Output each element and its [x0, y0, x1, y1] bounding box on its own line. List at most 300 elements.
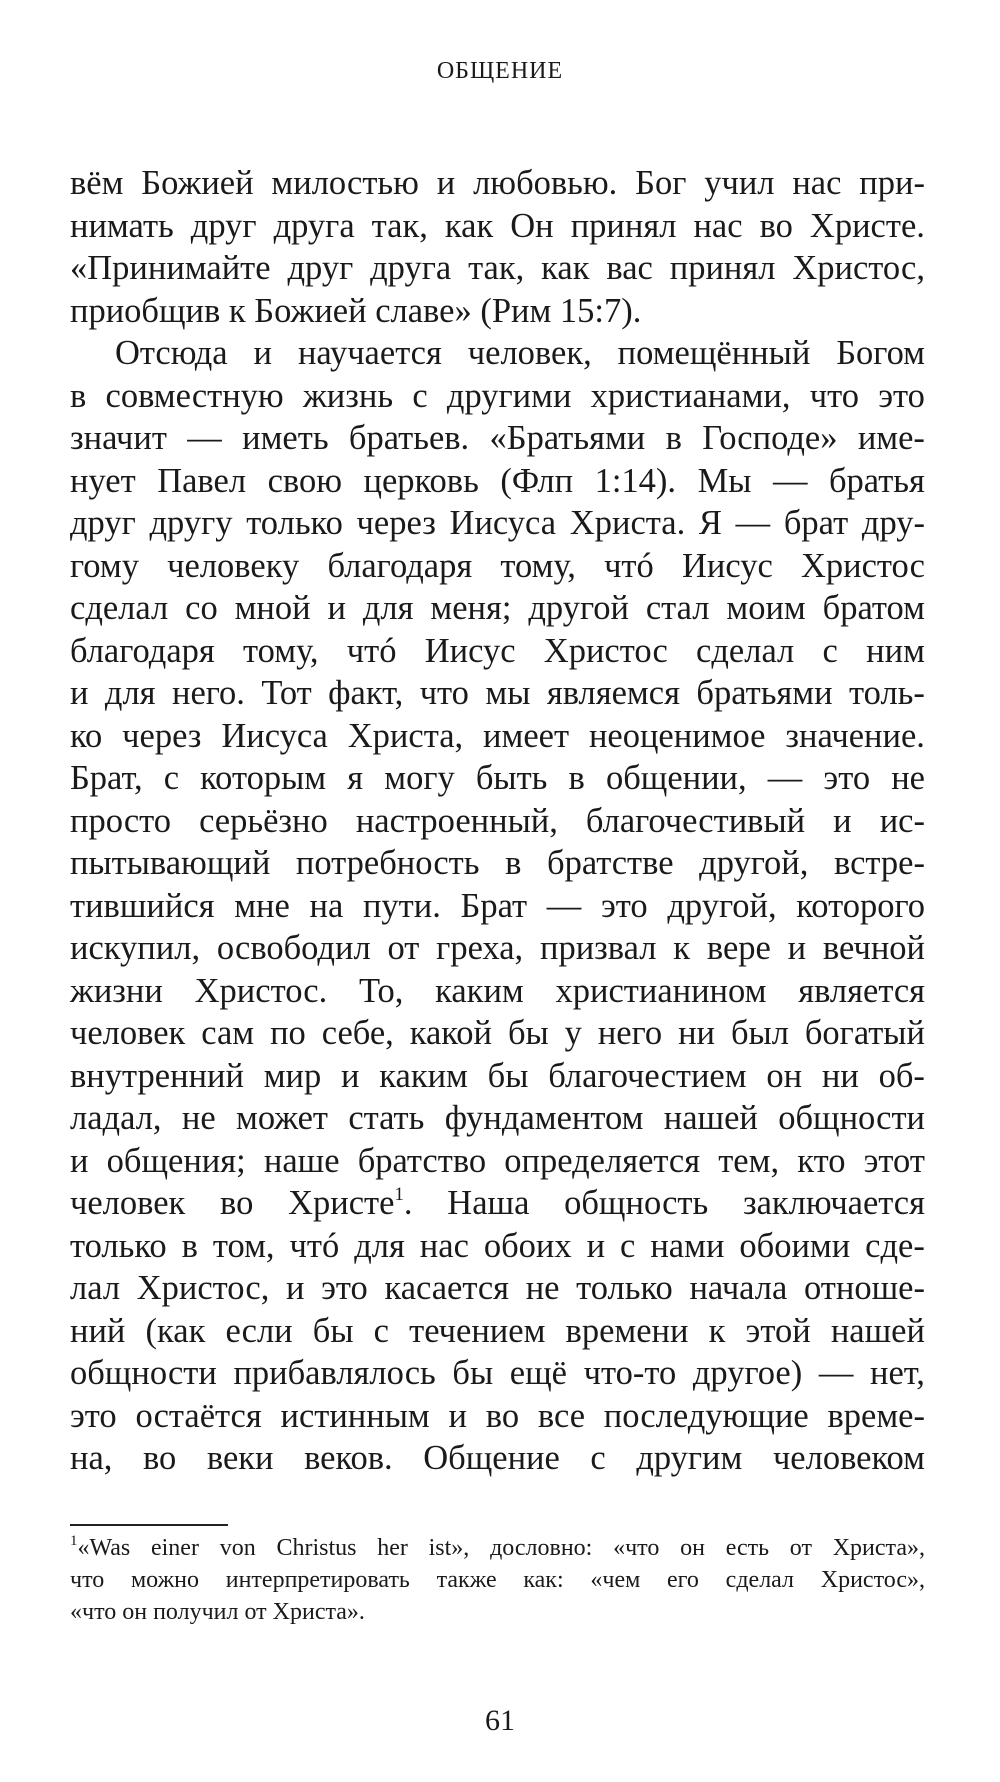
word: (Флп — [500, 461, 574, 500]
word: меня; — [430, 589, 512, 627]
word: являемся — [546, 674, 680, 712]
text-line — [70, 1310, 925, 1353]
word: обоими — [739, 1226, 851, 1265]
word: во — [759, 206, 793, 245]
word: Иисус — [424, 631, 516, 670]
word: с — [822, 631, 838, 670]
word: также — [436, 1567, 497, 1593]
word: человек — [70, 1014, 186, 1052]
word: «Принимайте — [70, 249, 271, 287]
word: и — [787, 929, 807, 967]
word: дословно: — [490, 1535, 593, 1561]
word: Общение — [423, 1439, 560, 1477]
word: с — [163, 759, 180, 797]
word: мне — [234, 886, 290, 925]
word: време- — [827, 1396, 925, 1435]
word: 1:14). — [594, 461, 677, 500]
word: любовью. — [473, 164, 618, 202]
word: веков. — [304, 1439, 393, 1477]
word: является — [798, 971, 925, 1010]
word: друг — [287, 249, 354, 287]
word: и — [341, 1056, 360, 1095]
word: ни — [678, 1014, 716, 1052]
word: человеку — [167, 546, 300, 585]
word: это — [70, 1396, 117, 1435]
word: благочестием — [548, 1056, 747, 1095]
word: братья — [829, 461, 925, 500]
word: Христа, — [347, 716, 464, 755]
word: общность — [564, 1184, 709, 1222]
word: нас — [419, 1226, 469, 1265]
word: что — [419, 674, 469, 712]
text-line — [70, 1012, 925, 1055]
text-line — [70, 247, 925, 290]
word: лал — [70, 1269, 121, 1307]
word: это — [823, 759, 871, 797]
text-line — [70, 715, 925, 758]
word: ис- — [879, 801, 925, 840]
word: я — [347, 759, 364, 797]
text-line — [70, 502, 925, 545]
footnote-line: «что он получил от Христа». — [70, 1599, 365, 1625]
word: и — [436, 164, 456, 202]
word: себе, — [321, 1014, 394, 1052]
word: не — [181, 1099, 216, 1137]
word: просто — [70, 801, 172, 840]
word: был — [730, 1014, 789, 1052]
word: церковь — [363, 461, 479, 500]
word: все — [537, 1396, 586, 1435]
word: встре- — [833, 844, 925, 882]
word: братство — [357, 1141, 487, 1180]
word: которым — [200, 759, 327, 797]
text-line — [70, 205, 925, 248]
word: чтó — [289, 1226, 340, 1265]
word: потребность — [295, 844, 480, 882]
word: имеет — [483, 716, 570, 755]
word: серьёзно — [199, 801, 328, 840]
word: Богом — [836, 334, 925, 372]
word: призвал — [539, 929, 657, 967]
word: к — [673, 929, 691, 967]
word: бы — [507, 1014, 549, 1052]
word: христианином — [555, 971, 767, 1010]
word: заключается — [742, 1184, 925, 1222]
word: веки — [206, 1439, 274, 1477]
word: сделал — [696, 631, 795, 670]
word: у — [564, 1014, 582, 1052]
word: ладал, — [70, 1099, 162, 1137]
word: в — [181, 1226, 198, 1265]
word: Бог — [635, 164, 687, 202]
word: бы — [312, 1311, 354, 1350]
word: Иисус — [681, 546, 773, 585]
word: Павел — [157, 461, 247, 500]
word: прибавлялось — [233, 1354, 436, 1392]
text-line — [70, 1097, 925, 1140]
word: настроенный, — [355, 801, 558, 840]
word: То, — [359, 971, 404, 1010]
word: име- — [857, 419, 925, 457]
word: на, — [70, 1439, 113, 1477]
word: жизни — [70, 971, 163, 1010]
word: нует — [70, 461, 136, 500]
text-line — [70, 927, 925, 970]
text-line: приобщив к Божией славе» (Рим 15:7). — [70, 291, 642, 330]
word: помещённый — [617, 334, 811, 372]
word: освободил — [216, 929, 371, 967]
text-line — [70, 1140, 925, 1183]
word: другими — [446, 376, 572, 415]
word: он — [680, 1535, 705, 1561]
word: учил — [704, 164, 775, 202]
word: не — [891, 759, 925, 797]
word: ний — [70, 1311, 126, 1350]
word: вём — [70, 164, 124, 202]
word: в — [505, 844, 522, 882]
word: при- — [859, 164, 925, 202]
word: как — [444, 206, 494, 245]
word: пытывающий — [70, 844, 271, 882]
word: отноше- — [803, 1269, 925, 1307]
word: греха, — [436, 929, 524, 967]
word: его — [667, 1567, 699, 1593]
word: сделал — [70, 589, 169, 627]
footnote-reference: 1 — [394, 1184, 404, 1205]
word: общности — [778, 1099, 925, 1137]
word: если — [225, 1311, 293, 1350]
word: общности — [70, 1354, 217, 1392]
word: в — [568, 759, 585, 797]
word: на — [309, 886, 344, 925]
word: благодаря — [70, 631, 215, 670]
word: человек, — [467, 334, 592, 372]
word: нимать — [70, 206, 174, 245]
word: — — [818, 1354, 854, 1392]
word: братом — [822, 589, 925, 627]
word: стать — [348, 1099, 425, 1137]
word: значит — [70, 419, 167, 457]
word: нашей — [663, 1099, 758, 1137]
word: касается — [384, 1269, 510, 1307]
word: сам — [201, 1014, 255, 1052]
word: как: — [523, 1567, 564, 1593]
word: это — [878, 376, 925, 415]
word: einer — [150, 1535, 199, 1561]
word: — — [546, 886, 582, 925]
text-line — [70, 842, 925, 885]
word: так, — [371, 206, 428, 245]
word: быть — [475, 759, 548, 797]
word: для — [104, 674, 156, 712]
word: Я — [698, 504, 722, 542]
text-line — [70, 1437, 925, 1480]
word: во — [142, 1439, 177, 1477]
text-line — [70, 1055, 925, 1098]
word: могу — [384, 759, 455, 797]
word: через — [122, 716, 202, 755]
word: принял — [669, 249, 776, 287]
word: чтó — [604, 546, 654, 585]
word: — — [767, 759, 803, 797]
word: ним — [866, 631, 925, 670]
word: научается — [297, 334, 442, 372]
word: Христе$^1$. — [288, 1184, 413, 1222]
word: «чем — [590, 1567, 641, 1593]
word: братьями — [696, 674, 833, 712]
word: Божией — [141, 164, 254, 202]
word: другой, — [699, 844, 809, 882]
word: через — [356, 504, 436, 542]
word: по — [270, 1014, 306, 1052]
word: истинным — [280, 1396, 430, 1435]
word: другой, — [667, 886, 777, 925]
text-line — [70, 1395, 925, 1438]
word: бы — [452, 1354, 494, 1392]
word: Христа», — [832, 1535, 925, 1561]
word: не — [525, 1269, 560, 1307]
word: неоценимое — [588, 716, 766, 755]
word: как — [541, 249, 590, 287]
word: «Братьями — [489, 419, 646, 457]
word: начала — [689, 1269, 788, 1307]
text-line — [70, 1267, 925, 1310]
word: $^1$«Was — [70, 1533, 131, 1561]
word: этот — [863, 1141, 925, 1180]
word: друг — [190, 206, 257, 245]
word: фундаментом — [444, 1099, 644, 1137]
text-line — [70, 970, 925, 1013]
word: вере — [706, 929, 771, 967]
word: нет, — [870, 1354, 925, 1392]
word: вас — [606, 249, 653, 287]
word: Иисуса — [449, 504, 557, 542]
word: что-то — [583, 1354, 677, 1392]
word: кто — [797, 1141, 846, 1180]
word: что — [809, 376, 859, 415]
word: внутренний — [70, 1056, 244, 1095]
word: — — [772, 461, 808, 500]
word: с — [373, 1311, 389, 1350]
word: ist», — [428, 1535, 470, 1561]
word: совместную — [105, 376, 284, 415]
word: только — [70, 1226, 167, 1265]
word: von — [219, 1535, 256, 1561]
word: для — [354, 1226, 405, 1265]
footnote-marker: 1 — [70, 1533, 78, 1549]
word: может — [235, 1099, 328, 1137]
text-line — [70, 672, 925, 715]
word: друга — [273, 206, 355, 245]
word: том, — [212, 1226, 275, 1265]
word: Мы — [697, 461, 752, 500]
word: каким — [379, 1056, 468, 1095]
word: от — [789, 1535, 812, 1561]
word: толь- — [849, 674, 925, 712]
word: моим — [726, 589, 806, 627]
word: вечной — [822, 929, 925, 967]
word: со — [185, 589, 218, 627]
word: Христа. — [569, 504, 686, 542]
word: него — [597, 1014, 663, 1052]
word: ещё — [509, 1354, 567, 1392]
word: ко — [70, 716, 103, 755]
word: общения; — [106, 1141, 246, 1180]
word: нас — [693, 206, 743, 245]
word: в — [70, 376, 87, 415]
word: благочестивый — [585, 801, 806, 840]
word: с — [620, 1226, 636, 1265]
word: тому, — [243, 631, 319, 670]
text-line — [70, 375, 925, 418]
text-line — [70, 460, 925, 503]
word: тившийся — [70, 886, 215, 925]
word: во — [220, 1184, 254, 1222]
word: тому, — [500, 546, 576, 585]
word: человек — [70, 1184, 186, 1222]
word: и — [285, 1269, 305, 1307]
word: братстве — [547, 844, 674, 882]
word: ни — [821, 1056, 859, 1095]
text-line — [70, 630, 925, 673]
word: Тот — [261, 674, 312, 712]
text-line — [70, 587, 925, 630]
word: дру- — [861, 504, 925, 542]
word: этой — [745, 1311, 811, 1350]
text-line — [70, 757, 925, 800]
word: «что — [613, 1535, 660, 1561]
word: Христос — [800, 546, 925, 585]
word: нашей — [830, 1311, 925, 1350]
word: мир — [263, 1056, 322, 1095]
word: какой — [409, 1014, 493, 1052]
word: друг — [70, 504, 136, 542]
text-line — [70, 545, 925, 588]
word: (как — [145, 1311, 206, 1350]
word: стал — [645, 589, 710, 627]
word: другой — [528, 589, 629, 627]
word: это — [600, 886, 648, 925]
word: Отсюда — [115, 334, 228, 372]
word: — — [735, 504, 771, 542]
word: него. — [171, 674, 245, 712]
word: об- — [878, 1056, 925, 1095]
footnote-divider — [70, 1524, 228, 1526]
word: к — [708, 1311, 726, 1350]
word: Господе» — [702, 419, 838, 457]
word: которого — [796, 886, 925, 925]
word: наше — [263, 1141, 340, 1180]
word: общении, — [605, 759, 747, 797]
word: другое) — [692, 1354, 803, 1392]
word: чтó — [346, 631, 397, 670]
word: во — [485, 1396, 520, 1435]
word: другим — [636, 1439, 743, 1477]
word: в — [665, 419, 682, 457]
word: течением — [409, 1311, 546, 1350]
word: и — [70, 1141, 89, 1180]
footnote-line — [70, 1532, 925, 1564]
word: Христос. — [194, 971, 328, 1010]
paragraph-first-line — [70, 332, 925, 375]
text-line — [70, 417, 925, 460]
word: благодаря — [327, 546, 473, 585]
word: Брат, — [70, 759, 143, 797]
word: сделал — [725, 1567, 795, 1593]
word: тем, — [718, 1141, 780, 1180]
page-number: 61 — [485, 1704, 515, 1737]
text-line — [70, 1225, 925, 1268]
word: другу — [149, 504, 233, 542]
running-head: ОБЩЕНИЕ — [436, 58, 564, 84]
word: остаётся — [135, 1396, 262, 1435]
word: каким — [435, 971, 524, 1010]
word: Брат — [460, 886, 528, 925]
word: нами — [650, 1226, 725, 1265]
word: Христос», — [820, 1567, 925, 1593]
word: Христе. — [809, 206, 925, 245]
word: есть — [725, 1535, 770, 1561]
word: обоих — [483, 1226, 572, 1265]
word: и — [253, 334, 273, 372]
word: только — [576, 1269, 673, 1307]
word: и — [448, 1396, 467, 1435]
word: брат — [783, 504, 849, 542]
word: искупил, — [70, 929, 201, 967]
word: так, — [468, 249, 525, 287]
word: богатый — [804, 1014, 925, 1052]
word: значение. — [785, 716, 925, 755]
word: факт, — [328, 674, 404, 712]
text-line — [70, 1352, 925, 1395]
text-line-with-footnote-ref — [70, 1182, 925, 1225]
word: гому — [70, 546, 139, 585]
word: и — [833, 801, 852, 840]
word: друга — [370, 249, 452, 287]
text-line — [70, 162, 925, 205]
word: милостью — [271, 164, 419, 202]
word: жизнь — [302, 376, 394, 415]
footnote — [70, 1532, 925, 1628]
word: пути. — [362, 886, 441, 925]
word: бы — [487, 1056, 529, 1095]
word: братьев. — [348, 419, 470, 457]
text-line — [70, 885, 925, 928]
word: интерпретировать — [225, 1567, 410, 1593]
word: Христос, — [792, 249, 925, 287]
word: с — [412, 376, 428, 415]
word: нас — [792, 164, 842, 202]
word: принял — [570, 206, 677, 245]
word: что — [70, 1567, 105, 1593]
word: и — [70, 674, 89, 712]
word: и — [327, 589, 346, 627]
word: только — [246, 504, 343, 542]
word: последующие — [603, 1396, 809, 1435]
word: человеком — [772, 1439, 925, 1477]
word: her — [377, 1535, 408, 1561]
word: свою — [267, 461, 342, 500]
word: христианами, — [590, 376, 791, 415]
word: мы — [485, 674, 531, 712]
word: времени — [565, 1311, 689, 1350]
word: Christus — [276, 1535, 357, 1561]
word: иметь — [242, 419, 329, 457]
word: от — [387, 929, 420, 967]
body-text — [70, 162, 925, 1480]
word: определяется — [504, 1141, 701, 1180]
word: Наша — [447, 1184, 530, 1222]
